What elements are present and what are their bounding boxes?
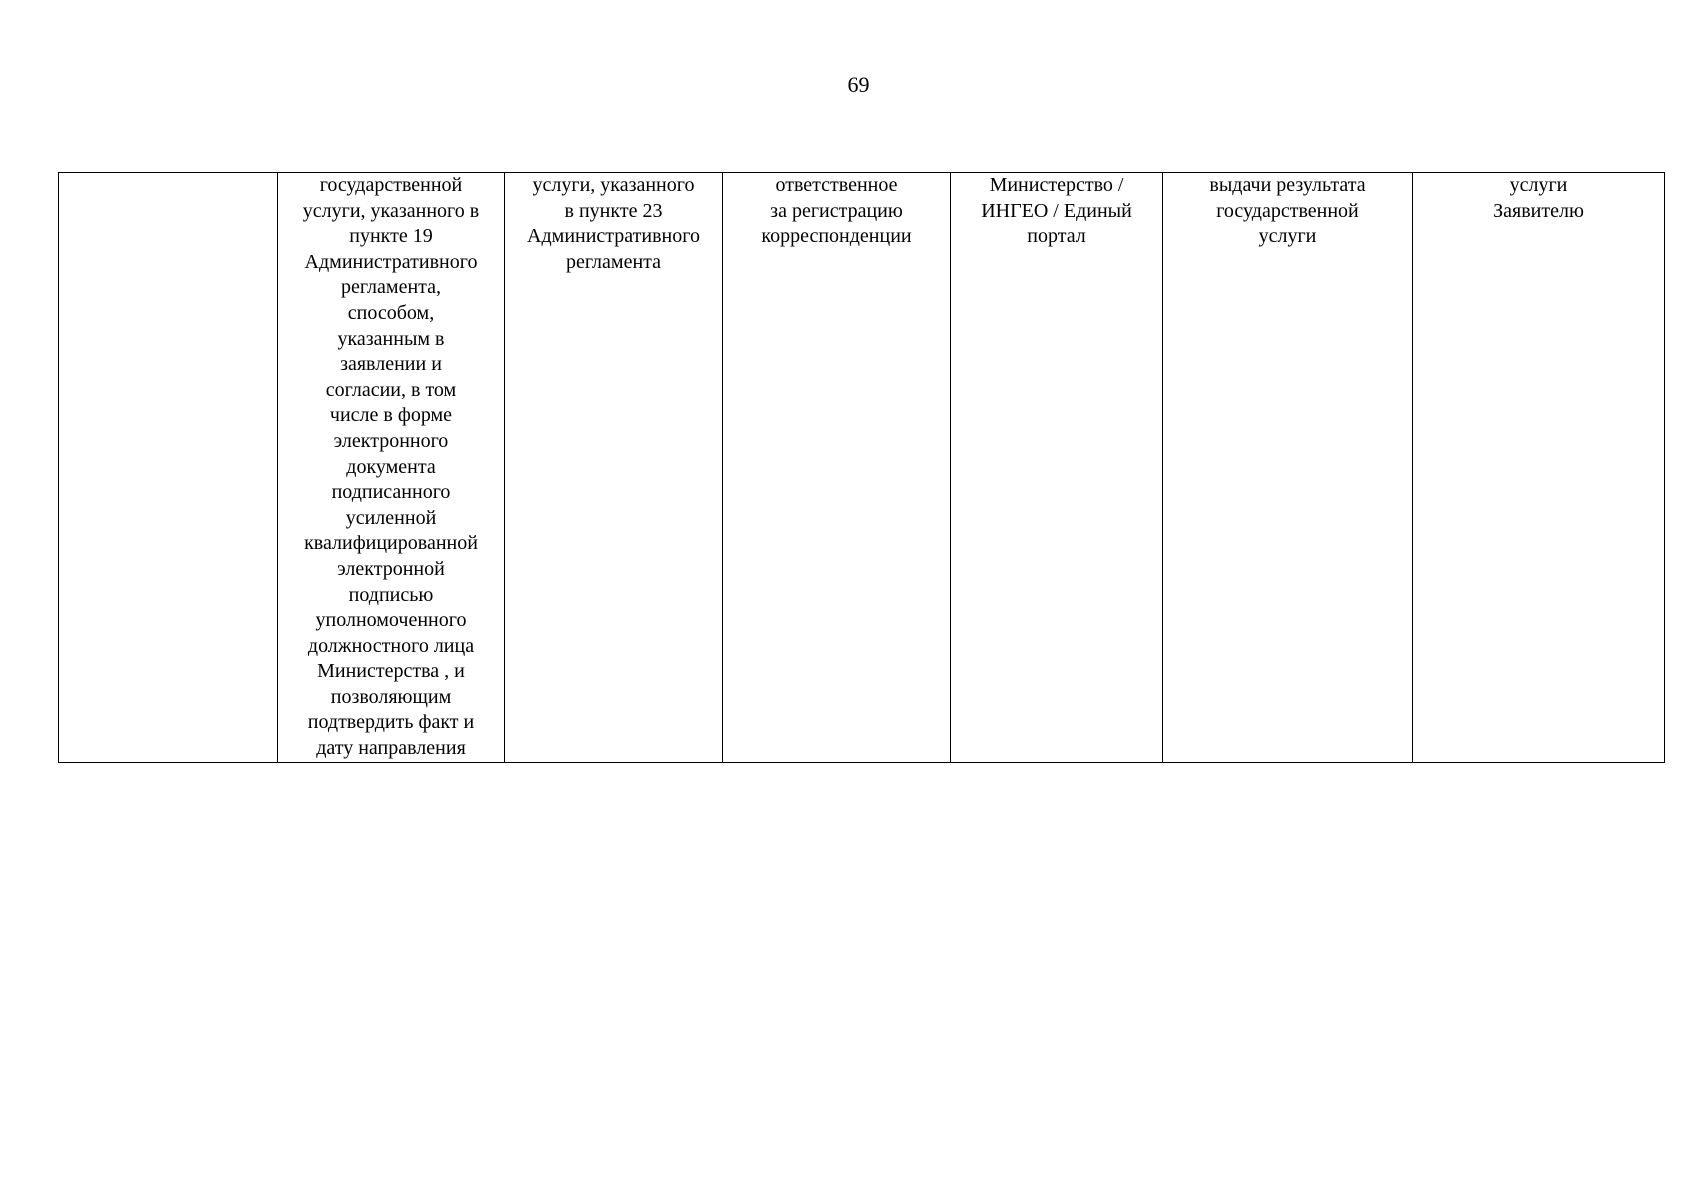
- table-row: [59, 173, 1665, 763]
- table-cell-result: услуги Заявителю: [1413, 173, 1665, 763]
- page-number: 69: [847, 72, 870, 97]
- table-cell-responsible-official: ответственное за регистрацию корреспонденции: [723, 173, 951, 763]
- table-cell-deadline: услуги, указанного в пункте 23 Административного регламента: [505, 173, 723, 763]
- table-cell-action-number: [59, 173, 278, 763]
- table-cell-decision-criteria: выдачи результата государственной услуги: [1163, 173, 1413, 763]
- table-cell-place-of-action: Министерство / ИНГЕО / Единый портал: [951, 173, 1163, 763]
- table-cell-action-description: государственной услуги, указанного в пункте 19 Административного регламента, способом, указанным в заявлении и согласии, в том числе в форме электронного документа подписанного усиленной квалифицированной электронной подписью уполномоченного должностного лица Министерства , и позволяющим подтвердить факт и дату направления: [278, 173, 505, 763]
- procedure-table: [58, 172, 1665, 763]
